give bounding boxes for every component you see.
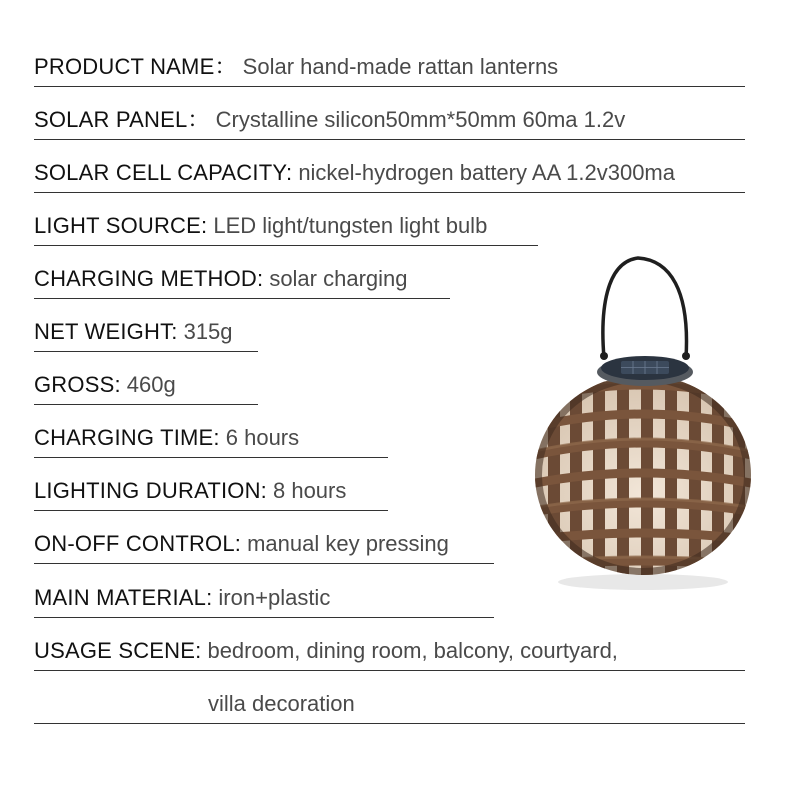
shadow <box>558 574 728 590</box>
spec-row-charging-time <box>34 423 299 457</box>
divider <box>34 457 388 458</box>
spec-row-usage-scene <box>34 636 618 670</box>
divider <box>34 298 450 299</box>
divider <box>34 670 745 671</box>
divider <box>34 351 258 352</box>
spec-value: manual key pressing <box>247 531 449 556</box>
spec-value: 8 hours <box>272 478 347 503</box>
spec-label: USAGE SCENE: <box>34 638 202 663</box>
spec-value: Solar hand-made rattan lanterns <box>242 54 559 79</box>
spec-label: CHARGING TIME: <box>34 425 220 450</box>
handle-joint-right <box>682 352 690 360</box>
spec-row-net-weight <box>34 317 233 351</box>
divider <box>34 404 258 405</box>
spec-row-solar-panel <box>34 105 625 139</box>
spec-row-on-off-control <box>34 529 449 563</box>
divider <box>34 510 388 511</box>
spec-row-main-material <box>34 583 330 617</box>
spec-row-light-source <box>34 211 487 245</box>
spec-label: SOLAR PANEL： <box>34 107 210 132</box>
spec-label: ON-OFF CONTROL: <box>34 531 242 556</box>
spec-row-solar-cell-capacity <box>34 158 675 192</box>
handle-joint-left <box>600 352 608 360</box>
spec-row-gross <box>34 370 176 404</box>
spec-label: CHARGING METHOD: <box>34 266 264 291</box>
spec-value: iron+plastic <box>218 585 331 610</box>
divider <box>34 86 745 87</box>
rattan-lantern-image <box>520 250 760 600</box>
spec-value: 6 hours <box>225 425 300 450</box>
usage-scene-continuation: villa decoration <box>208 691 355 716</box>
rattan-weave <box>530 370 756 580</box>
spec-value: 315g <box>183 319 233 344</box>
spec-label: GROSS: <box>34 372 121 397</box>
spec-row-lighting-duration <box>34 476 346 510</box>
spec-label: SOLAR CELL CAPACITY: <box>34 160 293 185</box>
divider <box>34 563 494 564</box>
spec-label: PRODUCT NAME： <box>34 54 237 79</box>
spec-label: MAIN MATERIAL: <box>34 585 213 610</box>
spec-value: solar charging <box>269 266 408 291</box>
spec-value: nickel-hydrogen battery AA 1.2v300ma <box>298 160 675 185</box>
divider <box>34 617 494 618</box>
spec-label: LIGHT SOURCE: <box>34 213 208 238</box>
divider <box>34 723 745 724</box>
spec-value: bedroom, dining room, balcony, courtyard, <box>207 638 618 663</box>
divider <box>34 139 745 140</box>
spec-label: LIGHTING DURATION: <box>34 478 267 503</box>
spec-value: 460g <box>126 372 176 397</box>
spec-row-charging-method <box>34 264 408 298</box>
divider <box>34 245 538 246</box>
divider <box>34 192 745 193</box>
spec-row-product-name <box>34 52 558 86</box>
spec-label: NET WEIGHT: <box>34 319 178 344</box>
spec-value: LED light/tungsten light bulb <box>213 213 488 238</box>
handle <box>603 258 687 358</box>
spec-value: Crystalline silicon50mm*50mm 60ma 1.2v <box>215 107 626 132</box>
